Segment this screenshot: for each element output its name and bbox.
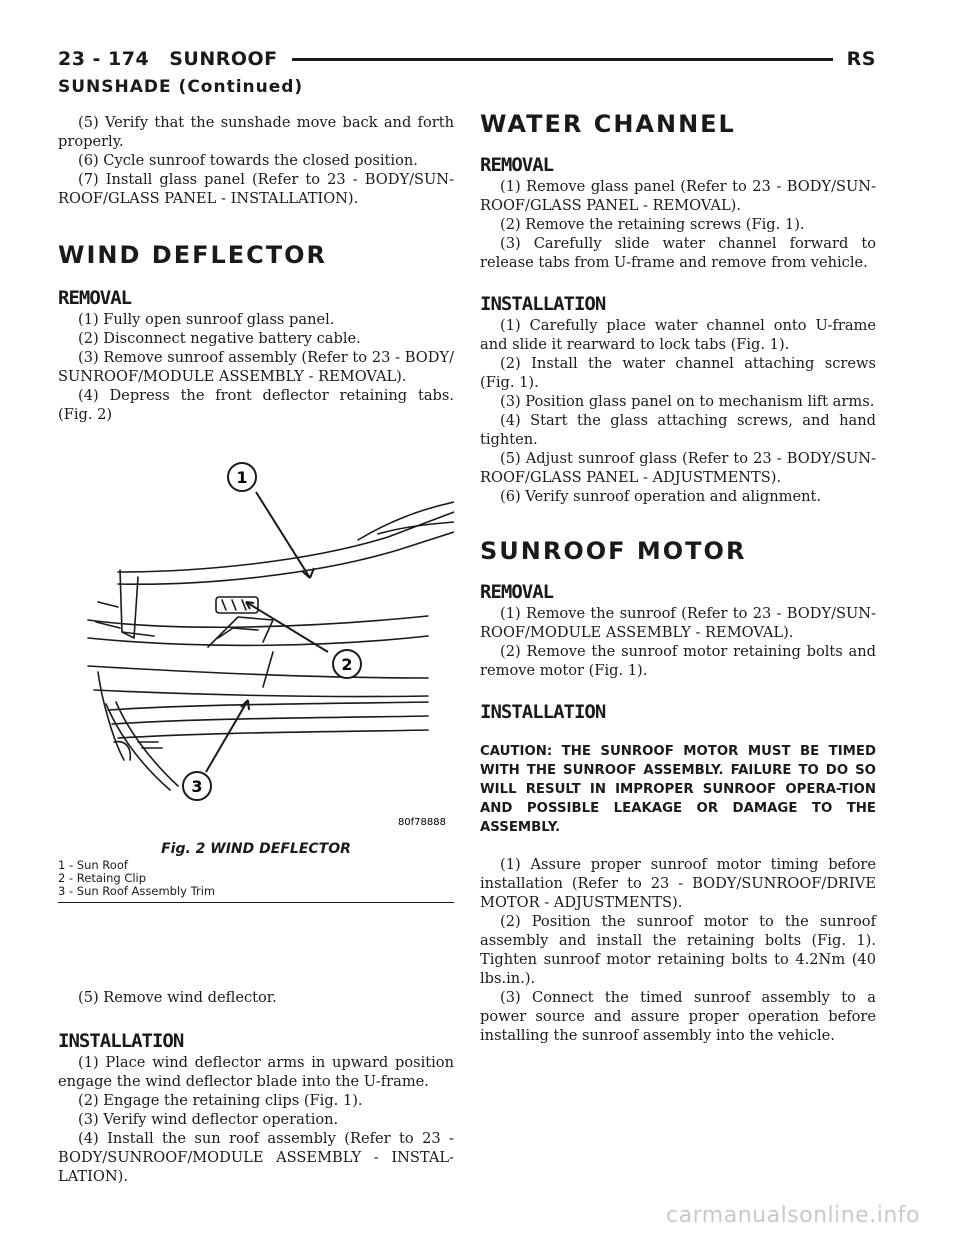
- step: (6) Verify sunroof operation and alignment.: [500, 488, 821, 505]
- step: (5) Remove wind deflector.: [78, 989, 277, 1006]
- figure-rule: [58, 902, 454, 903]
- step: (4) Depress the front deflector retaining tabs. (Fig. 2): [58, 387, 454, 423]
- step: (3) Position glass panel on to mechanism lift arms.: [500, 393, 875, 410]
- step: (5) Adjust sunroof glass (Refer to 23 - BODY/SUN-ROOF/GLASS PANEL - ADJUSTMENTS).: [480, 450, 876, 486]
- step: (3) Carefully slide water channel forward to release tabs from U-frame and remove from vehicle.: [480, 235, 876, 271]
- legend-item: 1 - Sun Roof: [58, 858, 128, 872]
- subsection-title-installation: INSTALLATION: [480, 701, 606, 723]
- step: (3) Connect the timed sunroof assembly to a power source and assure proper operation before installing the sunroof assembly into the vehicle.: [480, 989, 876, 1044]
- right-column: [480, 110, 876, 1045]
- subsection-title-installation: INSTALLATION: [480, 293, 606, 315]
- subsection-title-removal: REMOVAL: [480, 154, 554, 176]
- step: (2) Engage the retaining clips (Fig. 1).: [78, 1092, 363, 1109]
- continued-heading: SUNSHADE (Continued): [58, 77, 304, 97]
- step: (3) Remove sunroof assembly (Refer to 23 - BODY/ SUNROOF/MODULE ASSEMBLY - REMOVAL).: [58, 349, 454, 385]
- step: (1) Fully open sunroof glass panel.: [78, 311, 335, 328]
- wind-deflector-illustration: [58, 442, 454, 852]
- step: (6) Cycle sunroof towards the closed position.: [78, 152, 418, 169]
- figure-caption: Fig. 2 WIND DEFLECTOR: [161, 841, 351, 857]
- section-title-water-channel: WATER CHANNEL: [480, 110, 736, 138]
- step: (4) Start the glass attaching screws, and hand tighten.: [480, 412, 876, 448]
- subsection-title-removal: REMOVAL: [480, 581, 554, 603]
- watermark: carmanualsonline.info: [666, 1203, 920, 1228]
- step: (3) Verify wind deflector operation.: [78, 1111, 339, 1128]
- figure-wind-deflector: [58, 442, 454, 898]
- step: (2) Remove the sunroof motor retaining bolts and remove motor (Fig. 1).: [480, 643, 876, 679]
- step: (2) Position the sunroof motor to the sunroof assembly and install the retaining bolts (Fig. 1). Tighten sunroof motor retaining bolts to 4.2Nm (40 lbs.in.).: [480, 913, 876, 987]
- figure-code: 80f78888: [397, 817, 446, 828]
- step: (2) Remove the retaining screws (Fig. 1).: [500, 216, 805, 233]
- vehicle-code: RS: [846, 48, 876, 70]
- page-number: 23 - 174: [58, 48, 150, 70]
- section-title-sunroof-motor: SUNROOF MOTOR: [480, 537, 747, 565]
- left-column: [58, 113, 454, 1186]
- callout-1: 1: [236, 468, 248, 487]
- page-header: [58, 44, 876, 74]
- subsection-title-removal: REMOVAL: [58, 287, 132, 309]
- section-title-wind-deflector: WIND DEFLECTOR: [58, 241, 328, 269]
- callout-3: 3: [191, 777, 203, 796]
- step: (2) Disconnect negative battery cable.: [78, 330, 361, 347]
- step: (1) Carefully place water channel onto U-frame and slide it rearward to lock tabs (Fig. 1).: [480, 317, 876, 353]
- header-rule: [292, 58, 833, 61]
- step: (1) Remove the sunroof (Refer to 23 - BODY/SUN-ROOF/MODULE ASSEMBLY - REMOVAL).: [480, 605, 876, 641]
- step: (1) Place wind deflector arms in upward position engage the wind deflector blade into the U-frame.: [58, 1054, 454, 1090]
- section-name: SUNROOF: [169, 48, 278, 70]
- step: (1) Assure proper sunroof motor timing before installation (Refer to 23 - BODY/SUNROOF/DRIVE MOTOR - ADJUSTMENTS).: [480, 856, 876, 911]
- figure-legend: [58, 859, 454, 898]
- subsection-title-installation: INSTALLATION: [58, 1030, 184, 1052]
- step: (2) Install the water channel attaching screws (Fig. 1).: [480, 355, 876, 391]
- step: (5) Verify that the sunshade move back and forth properly.: [58, 114, 454, 150]
- legend-item: 2 - Retaing Clip: [58, 871, 147, 885]
- step: (4) Install the sun roof assembly (Refer to 23 - BODY/SUNROOF/MODULE ASSEMBLY - INSTAL-LATION).: [58, 1130, 454, 1185]
- step: (1) Remove glass panel (Refer to 23 - BODY/SUN-ROOF/GLASS PANEL - REMOVAL).: [480, 178, 876, 214]
- callout-2: 2: [341, 655, 353, 674]
- legend-item: 3 - Sun Roof Assembly Trim: [58, 884, 216, 898]
- caution-notice: CAUTION: THE SUNROOF MOTOR MUST BE TIMED WITH THE SUNROOF ASSEMBLY. FAILURE TO DO SO WILL RESULT IN IMPROPER SUNROOF OPERA-TION AND POSSIBLE LEAKAGE OR DAMAGE TO THE ASSEMBLY.: [480, 744, 876, 835]
- step: (7) Install glass panel (Refer to 23 - BODY/SUN-ROOF/GLASS PANEL - INSTALLATION).: [58, 171, 454, 207]
